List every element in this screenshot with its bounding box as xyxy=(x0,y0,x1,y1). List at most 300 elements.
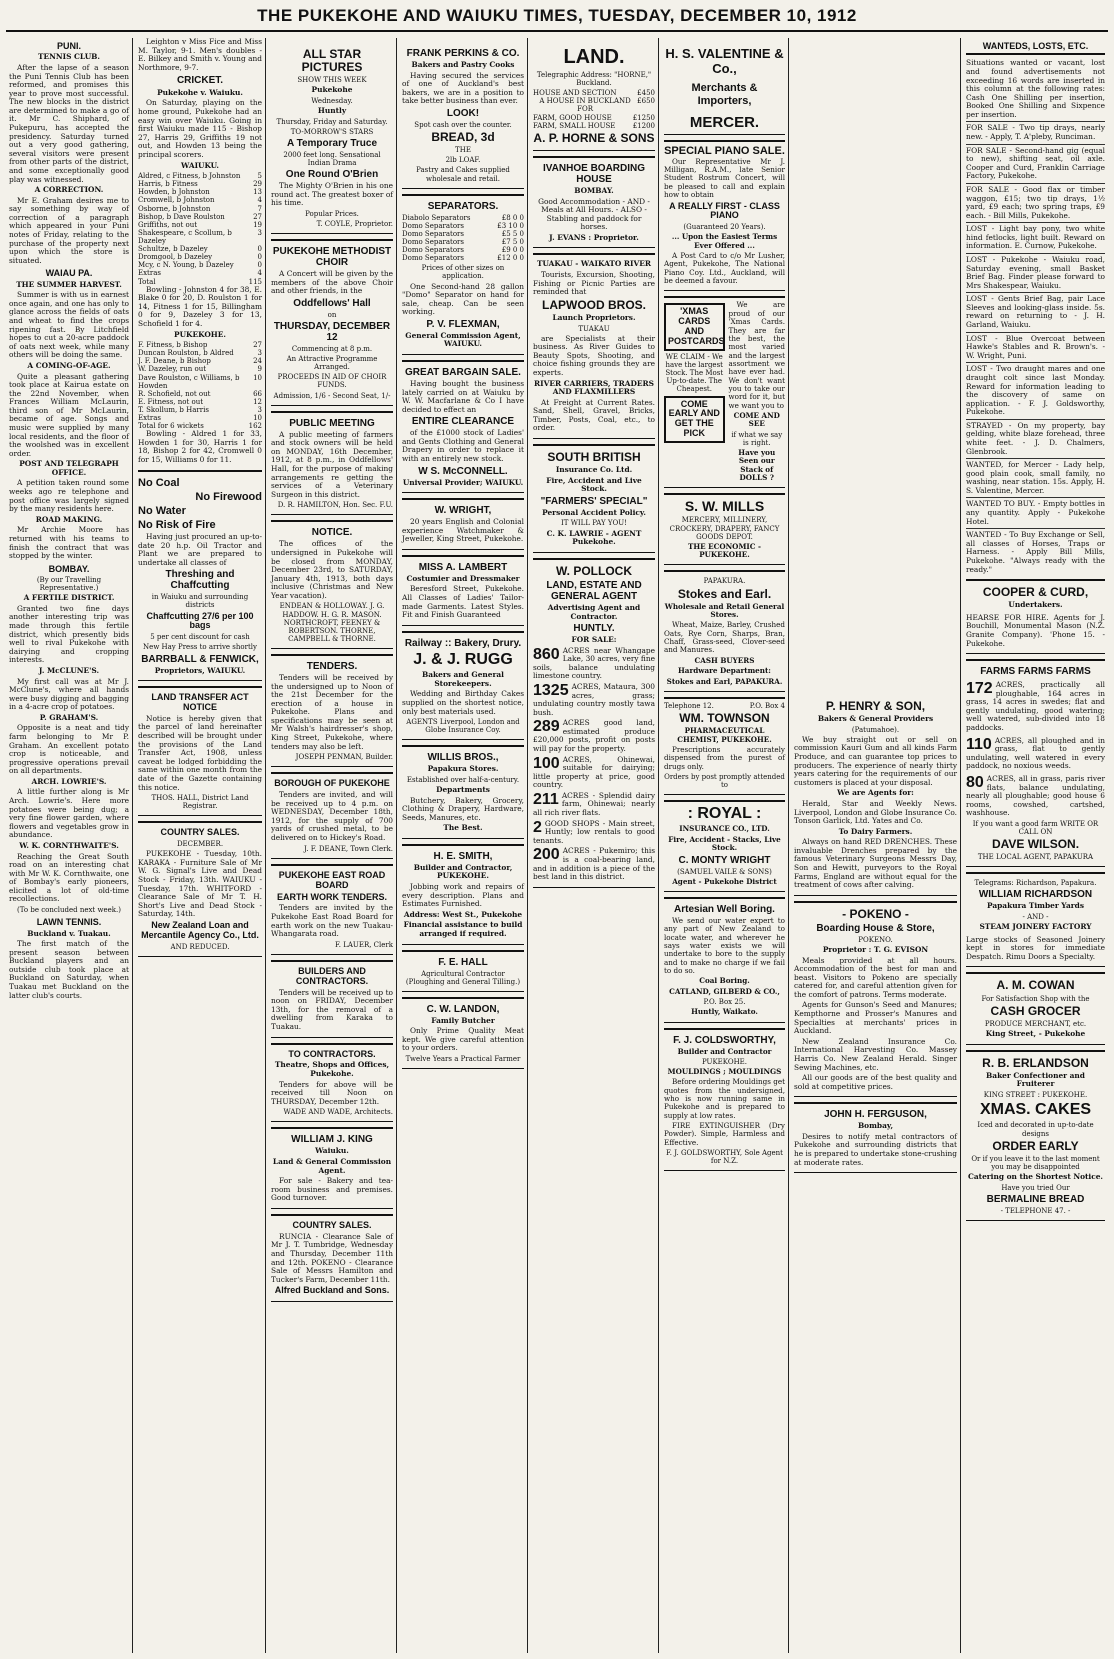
row-label: E. Fitness, not out xyxy=(138,397,204,406)
bread-price: BREAD, 3d xyxy=(431,130,495,144)
row-value: £12 0 0 xyxy=(497,254,524,263)
sub-heading: ROAD MAKING. xyxy=(35,514,103,524)
row-label: Griffiths, not out xyxy=(138,220,198,229)
row-label: Domo Separators xyxy=(402,237,464,246)
advert-text: Wednesday. xyxy=(311,97,353,106)
advert-line: No Water xyxy=(138,504,186,517)
list-row xyxy=(138,398,262,406)
listing-number: 289 xyxy=(533,718,560,736)
column-6-adverts xyxy=(661,38,788,1653)
road-board-notice xyxy=(271,864,393,955)
classified-ads xyxy=(966,121,1105,574)
list-row xyxy=(138,365,262,373)
row-label: F. Fitness, b Bishop xyxy=(138,341,208,350)
advertiser-name: WILLIAM RICHARDSON xyxy=(978,889,1093,901)
advert-town: TUAKAU xyxy=(578,324,610,333)
notice-signature: WADE AND WADE, Architects. xyxy=(283,1108,393,1117)
farm-sale-list xyxy=(533,647,655,882)
list-row xyxy=(138,374,262,390)
advert-sub: Agent - Pukekohe District xyxy=(672,876,777,886)
sub-heading: Buckland v. Tuakau. xyxy=(27,928,111,938)
advert-text: Meals provided at all hours. Accommodation of the best for man and beast. Visitors to Pokeno are specially catered for, and careful attention given for the comfort of patrons. Terms moderate. xyxy=(794,955,957,999)
sub-heading: A COMING-OF-AGE. xyxy=(27,360,111,370)
row-label: Domo Separators xyxy=(402,229,464,238)
advert-text: in Waiuku and surrounding districts xyxy=(151,593,249,610)
advert-sub: We are Agents for: xyxy=(837,788,914,798)
advert-text: We are proud of our 'Xmas Cards. They are far the best, the most varied and the largest assortment we have ever had. We don't want you to take our word for it, but we want you to xyxy=(728,300,785,410)
advert-sub: Personal Accident Policy. xyxy=(542,507,646,517)
advert-text: New Zealand Insurance Co. International Harvesting Co. Massey Harris Co. New Zealand Herald. Singer Sewing Machines, etc. xyxy=(794,1036,957,1072)
advert-signature: C. K. LAWRIE - AGENT Pukekohe. xyxy=(546,528,642,547)
farms-advert xyxy=(966,659,1105,867)
advert-text: Pastry and Cakes supplied wholesale and retail. xyxy=(416,166,510,183)
sub-heading: W. K. CORNTHWAITE'S. xyxy=(19,840,119,850)
column-4-adverts xyxy=(399,38,527,1653)
advert-text: WE CLAIM - We have the largest Stock. The Most Up-to-date. The Cheapest. xyxy=(665,353,724,394)
listing-text: ACRES, Mataura, 300 acres, grass; undulating country mostly tawa bush. xyxy=(533,681,655,717)
row-label: Domo Separators xyxy=(402,254,464,263)
listing-text: ACRES, practically all ploughable, 164 acres in grass, 14 acres in swedes; flat and gently undulating, good watering; well watered, sub-divided into 18 paddocks. xyxy=(966,680,1105,733)
advert-town: Huntly xyxy=(317,106,347,116)
row-value: £3 10 0 xyxy=(497,221,524,230)
row-label: Extras xyxy=(138,269,161,278)
advert-heading: XMAS. CAKES xyxy=(979,1101,1092,1119)
list-row xyxy=(138,172,262,180)
classified-ad: LOST - Two draught mares and one draught colt since last Monday. Reward for information leading to the discovery of same on application. - F. J. Goldsworthy, Pukekohe. xyxy=(966,364,1105,417)
advert-text: if what we say is right. xyxy=(731,430,783,447)
notice-heading: EARTH WORK TENDERS. xyxy=(277,891,387,902)
row-label: Cromwell, b Johnston xyxy=(138,196,215,205)
row-label: W. Dazeley, run out xyxy=(138,365,207,374)
event-date: THURSDAY, DECEMBER 12 xyxy=(273,320,391,343)
advertiser-sub: Proprietors, WAIUKU. xyxy=(154,665,246,675)
masthead-title: THE PUKEKOHE AND WAIUKU TIMES, TUESDAY, DECEMBER 10, 1912 xyxy=(257,6,857,25)
advertiser-name: Alfred Buckland and Sons. xyxy=(274,1285,390,1296)
listing-text: ACRES, all ploughed and in grass, flat to gently undulating, well watered in every paddock, no noxious weeds. xyxy=(966,735,1105,771)
notice-heading: NOTICE. xyxy=(311,527,353,539)
listing-number: 211 xyxy=(533,790,559,808)
list-row xyxy=(138,390,262,398)
advertiser-name: JOHN H. FERGUSON, xyxy=(824,1109,927,1121)
row-label: Diabolo Separators xyxy=(402,213,471,222)
classified-ad: STRAYED - On my property, bay gelding, white blaze forehead, three white feet. - J. D. Chalmers, Glenbrook. xyxy=(966,420,1105,456)
advertiser-name: H. S. VALENTINE & Co., xyxy=(665,46,784,77)
advert-heading: "FARMERS' SPECIAL" xyxy=(540,495,648,507)
notice-text: Tenders are invited, and will be received up to 4 p.m. on WEDNESDAY, December 18th, 1912, for the supply of 700 yards of crushed metal, to be delivered on to Hickey's Road. xyxy=(271,790,393,843)
landon-advert xyxy=(402,997,524,1069)
advert-text: Jobbing work and repairs of every description. Plans and Estimates Furnished. xyxy=(402,882,524,909)
advert-text: Popular Prices. xyxy=(305,209,359,218)
sub-heading: TENNIS CLUB. xyxy=(38,52,100,62)
country-sales-2 xyxy=(271,1214,393,1302)
masthead xyxy=(6,2,1108,32)
list-row xyxy=(402,254,524,262)
advert-text: At Freight at Current Rates. Sand, Shell, Gravel, Bricks, Timber, Posts, Coal, etc., to order. xyxy=(533,397,655,433)
advert-sub: Builder and Contractor, PUKEKOHE. xyxy=(413,862,513,881)
classified-ad: WANTED TO BUY. - Empty bottles in any quantity. Apply - Pukekohe Hotel. xyxy=(966,499,1105,526)
advert-heading: ALL STAR PICTURES xyxy=(301,47,363,75)
row-label: Harris, b Fitness xyxy=(138,180,198,189)
sub-heading: THE SUMMER HARVEST. xyxy=(16,279,122,289)
contact-line xyxy=(664,702,785,710)
notice-heading: PUBLIC MEETING xyxy=(289,417,375,429)
row-label: Dromgool, b Dazeley xyxy=(138,253,213,262)
notice-heading: PUKEKOHE EAST ROAD BOARD xyxy=(278,869,386,890)
notice-signature: THOS. HALL, District Land Registrar. xyxy=(151,794,249,811)
row-value: 19 xyxy=(253,220,262,229)
column-rule xyxy=(265,38,266,1653)
listing-item xyxy=(533,683,655,717)
advert-sub: Insurance Co. Ltd. xyxy=(555,465,633,475)
notice-sub: Theatre, Shops and Offices, Pukekohe. xyxy=(274,1060,390,1078)
listing-number: 200 xyxy=(533,846,560,864)
listing-number: 1325 xyxy=(533,681,569,699)
townson-advert xyxy=(664,697,785,795)
venue: Oddfellows' Hall xyxy=(293,297,371,309)
advert-sub: Universal Provider; WAIUKU. xyxy=(402,477,524,487)
row-label: Howden, b Johnston xyxy=(138,188,210,197)
list-row xyxy=(402,246,524,254)
row-value: 9 xyxy=(257,365,262,374)
row-value: 13 xyxy=(253,188,262,197)
advert-sub: Builder and Contractor xyxy=(677,1046,772,1056)
advert-text: 2lb LOAF. xyxy=(445,156,481,165)
advert-heading: TUAKAU - WAIKATO RIVER xyxy=(536,259,652,269)
row-value: 4 xyxy=(257,196,262,205)
row-label: Mcy, c N. Young, b Dazeley xyxy=(138,261,234,270)
advert-text: are Specialists at their business. As River Guides to Beauty Spots, Shooting, and choice fishing grounds they are experts. xyxy=(533,333,655,377)
po-box: P.O. Box 4 xyxy=(749,701,785,710)
advertiser-name: C. W. LANDON, xyxy=(426,1003,500,1015)
advertiser-name: WM. TOWNSON xyxy=(679,710,770,725)
listing-item xyxy=(533,719,655,753)
advert-line: No Firewood xyxy=(195,490,262,503)
total-value: 162 xyxy=(248,422,262,431)
row-label: Domo Separators xyxy=(402,246,464,255)
list-row xyxy=(138,188,262,196)
advertiser-name: H. E. SMITH, xyxy=(433,850,493,862)
willis-advert xyxy=(402,745,524,839)
advert-text: MERCERY, MILLINERY, CROCKERY, DRAPERY, FANCY GOODS DEPOT. xyxy=(669,516,780,541)
advert-sub: Departments xyxy=(436,784,490,794)
column-rule xyxy=(396,38,397,1653)
column-rule xyxy=(788,38,789,1653)
advert-text: THE xyxy=(455,146,471,155)
advert-sub: INSURANCE CO., LTD. xyxy=(679,824,770,834)
advert-sub: The Best. xyxy=(443,823,483,833)
advert-heading: LAND. xyxy=(563,46,625,68)
sub-heading: A CORRECTION. xyxy=(34,185,104,195)
notice-signature: JOSEPH PENMAN, Builder. xyxy=(295,753,393,762)
advert-text: Or if you leave it to the last moment you may be disappointed xyxy=(971,1154,1100,1171)
advert-text: P.O. Box 25. xyxy=(703,998,746,1007)
article-text: A petition taken round some weeks ago re telephone and post office was largely signed by the many residents here. xyxy=(9,478,129,514)
section-heading: PUNI. xyxy=(56,41,81,51)
advert-heading: 'XMAS CARDS AND POSTCARDS xyxy=(664,303,725,351)
lambert-advert xyxy=(402,555,524,626)
advert-text: PROCEEDS IN AID OF CHOIR FUNDS. xyxy=(277,373,387,390)
list-row xyxy=(138,245,262,253)
article-text: The first match of the present season between Buckland players and an outside club took place at Buckland on Saturday, when Tuakau met Buckland on the latter club's courts. xyxy=(9,939,129,1000)
row-value: £1200 xyxy=(632,121,655,130)
hall-advert xyxy=(402,950,524,992)
advert-sub: Coal Boring. xyxy=(699,976,750,986)
advert-sub: FOR SALE: xyxy=(571,635,617,645)
advert-text: Wheat, Maize, Barley, Crushed Oats, Rye Corn, Sharps, Bran, Chaff, Grass-seed, Clover-seed and Manures. xyxy=(664,620,785,655)
advert-sub: Launch Proprietors. xyxy=(552,312,636,322)
advert-text: TO-MORROW'S STARS xyxy=(290,127,374,136)
advertiser-name: LAPWOOD BROS. xyxy=(542,297,646,312)
notice-text: Tenders will be received up to noon on FRIDAY, December 13th, for the removal of a dwelling from Karaka to Tuakau. xyxy=(271,987,393,1031)
list-row xyxy=(138,406,262,414)
advert-text: Our Representative Mr J. Milligan, R.A.M., late Senior Student Rostrum Concert, will be pleased to call and explain how to obtain xyxy=(664,156,785,200)
advert-highlight: A REALLY FIRST - CLASS PIANO xyxy=(669,200,780,221)
notice-heading: BOROUGH OF PUKEKOHE xyxy=(274,778,390,789)
advert-text: (Guaranteed 20 Years). xyxy=(683,223,766,232)
notice-heading: BUILDERS AND CONTRACTORS. xyxy=(295,965,369,986)
advert-town: Bombay, xyxy=(857,1121,894,1131)
row-value: 10 xyxy=(253,373,262,382)
advert-heading: CASH GROCER xyxy=(990,1003,1081,1018)
article-text: Granted two fine days another interesting trip was made through this fertile district, which presently bids well to rival Pukekohe with dairying and cropping interests. xyxy=(9,603,129,665)
classified-intro: Situations wanted or vacant, lost and found advertisements not exceeding 16 words are inserted in this column at the following rates: Cash One Shilling per insertion, Booked One Shilling and Sixpence per insertion. xyxy=(966,58,1105,119)
advert-sub: THE ECONOMIC - PUKEKOHE. xyxy=(688,541,761,560)
advert-sub: Fire, Accident - Stacks, Live Stock. xyxy=(668,834,781,853)
listing-text: ACRES - Pukemiro; this is a coal-bearing land, and in addition is a piece of the best land in this district. xyxy=(533,846,655,882)
advert-text: (SAMUEL VAILE & SONS) xyxy=(677,867,772,876)
advert-text: ... Upon the Easiest Terms Ever Offered ... xyxy=(671,232,778,250)
south-british-advert xyxy=(533,444,655,553)
listing-number: 110 xyxy=(966,735,992,753)
advert-text: of the £1000 stock of Ladies' and Gents Clothing and General Drapery in order to replace it with an entirely new stock. xyxy=(402,428,524,464)
notice-text: Tenders will be received by the undersigned up to Noon of the 21st December for the erection of a house in Pukekohe. Plans and specifications may be seen at Mr Walsh's hairdresser's shop, King Street, Pukekohe, where tenders may also be left. xyxy=(271,672,393,751)
cowan-advert xyxy=(966,972,1105,1044)
row-value: 3 xyxy=(257,349,262,358)
section-heading: WAIAU PA. xyxy=(45,268,93,279)
choir-advert xyxy=(271,239,393,406)
advert-sub: Fire, Accident and Live Stock. xyxy=(546,475,642,494)
separators-advert xyxy=(402,194,524,355)
sub-heading: PUKEKOHE. xyxy=(174,329,226,339)
listing-item xyxy=(966,773,1105,818)
advert-text: A Concert will be given by the members of the above Choir and other friends, in the xyxy=(271,269,393,296)
stokes-advert xyxy=(664,570,785,691)
row-label: HOUSE AND SECTION xyxy=(533,89,617,98)
listing-text: ACRES - Splendid dairy farm, Ohinewai; nearly all rich river flats. xyxy=(533,790,655,818)
row-label: Schultze, b Dazeley xyxy=(138,245,208,254)
advertiser-name: P. V. FLEXMAN, xyxy=(426,318,500,330)
list-row xyxy=(138,180,262,188)
section-heading: WANTEDS, LOSTS, ETC. xyxy=(966,41,1105,55)
advert-text: All our goods are of the best quality and sold at competitive prices. xyxy=(794,1073,957,1091)
classified-ad: WANTED - To Buy Exchange or Sell, all classes of Horses, Traps or Harness. - Apply Bill Mills, Pukekohe. "Always ready with the ready." xyxy=(966,530,1105,574)
advert-text: We send our water expert to any part of New Zealand to locate water, and wherever he says water exists we will undertake to bore to the supply and to make no charge if we fail to do so. xyxy=(664,915,785,976)
article-text: My first call was at Mr J. McClune's, where all hands were busy digging and bagging in a 4-acre crop of potatoes. xyxy=(9,676,129,712)
sub-heading: J. McCLUNE'S. xyxy=(38,665,100,675)
list-row xyxy=(138,196,262,204)
advert-heading: ENTIRE CLEARANCE xyxy=(411,416,515,428)
advert-sub: RIVER CARRIERS, TRADERS AND FLAXMILLERS xyxy=(534,378,654,397)
advert-text: Prescriptions accurately dispensed from the purest of drugs only. xyxy=(664,744,785,771)
classified-ad: WANTED, for Mercer - Lady help, good plain cook, small family, no washing, near station. 15s. Apply, H. S. Valentine, Mercer. xyxy=(966,460,1105,495)
advertiser-name: J. & J. RUGG xyxy=(413,650,513,668)
advertiser-name: P. HENRY & SON, xyxy=(825,699,926,713)
advert-highlight: COME AND SEE xyxy=(733,410,780,429)
advert-text: on xyxy=(327,310,337,319)
advert-sub: Financial assistance to build arranged if required. xyxy=(403,920,523,938)
month: DECEMBER. xyxy=(176,840,224,849)
advert-heading: Threshing and Chaffcutting xyxy=(165,569,235,592)
advert-text: Telegrams: Richardson, Papakura. xyxy=(974,879,1097,888)
advert-signature: F. J. GOLDSWORTHY, Sole Agent for N.Z. xyxy=(666,1149,783,1166)
listing-number: 80 xyxy=(966,773,984,791)
advertiser-name: F. E. HALL xyxy=(438,956,488,968)
article-text: Mr Archie Moore has returned with his teams to finish the contract that was stopped by the winter. xyxy=(9,525,129,561)
advertiser-name: W S. McCONNELL. xyxy=(418,465,508,477)
advert-text: Have you tried Our xyxy=(1001,1183,1070,1192)
listing-text: ACRES good land, estimated produce £20,000 posts, profit on posts will pay for the property. xyxy=(533,718,655,754)
notice-text: Notice is hereby given that the parcel of land hereinafter described will be brought under the provisions of the Land Transfer Act, 1908, unless caveat be lodged forbidding the same within one month from the date of the Gazette containing this notice. xyxy=(138,713,262,792)
row-value: 24 xyxy=(253,357,262,366)
advert-text: Having secured the services of one of Auckland's best bakers, we are in a position to take better business than ever. xyxy=(402,70,524,106)
row-label: Osborne, b Johnston xyxy=(138,204,211,213)
advert-sub: Bakers & General Providers xyxy=(817,714,934,724)
listing-text: ACRES, all in grass, paris river flats, balance undulating, nearly all ploughable; good house 6 rooms, cowshed, cartshed, washhouse. xyxy=(966,773,1105,818)
advert-sub: Advertising Agent and Contractor. xyxy=(547,602,641,621)
sales-text: PUKEKOHE - Tuesday, 10th. KARAKA - Furniture Sale of Mr W. G. Signal's Live and Dead Stock - Friday, 13th. WAIUKU - Tuesday, 17th. WHITFORD - Clearance Sale of Mr T. H. Short's Live and Dead Stock - Saturday, 14th. xyxy=(138,849,262,919)
advert-text: Twelve Years a Practical Farmer xyxy=(405,1055,521,1064)
ferguson-advert xyxy=(794,1102,957,1173)
advert-sub: CASH BUYERS xyxy=(694,655,755,665)
advert-text: - AND - xyxy=(1022,913,1049,922)
advert-text: One Second-hand 28 gallon "Domo" Separator on hand for sale, cheap. Can be seen working. xyxy=(402,281,524,317)
meeting-notice xyxy=(271,411,393,516)
article-text: Summer is with us in earnest once again, and one has only to glance across the fields of oats and wheat to find the crops ripening fast. By Litchfield hopes to cut a 20-acre paddock of oats next week, while many others will be doing the same. xyxy=(9,290,129,360)
advert-town: POKENO. xyxy=(858,935,893,944)
column-rule xyxy=(960,38,961,1653)
notice-signature: J. F. DEANE, Town Clerk. xyxy=(303,844,393,853)
advert-text: Iced and decorated in up-to-date designs xyxy=(977,1121,1094,1138)
advert-heading: GREAT BARGAIN SALE. xyxy=(405,366,521,378)
valentine-advert xyxy=(664,43,785,135)
advert-town: MERCER. xyxy=(689,113,760,131)
threshing-advert xyxy=(138,470,262,681)
advert-heading: BERMALINE BREAD xyxy=(986,1193,1085,1205)
row-label: J. F. Deane, b Bishop xyxy=(138,357,211,366)
advert-text: Herald, Star and Weekly News. Liverpool, London and Globe Insurance Co. Tonson Garlick, Ltd. Yates and Co. xyxy=(794,798,957,826)
advertiser-name: New Zealand Loan and Mercantile Agency Co., Ltd. xyxy=(141,919,259,940)
country-sales xyxy=(138,821,262,957)
advert-price: Chaffcutting 27/6 per 100 bags xyxy=(146,610,254,631)
advert-text: Prices of other sizes on application. xyxy=(421,264,505,281)
list-row xyxy=(138,253,262,261)
advert-town: Pukekohe xyxy=(311,85,353,95)
row-label: R. Schofield, not out xyxy=(138,389,211,398)
advert-text: Commencing at 8 p.m. xyxy=(291,344,373,353)
lapwood-advert xyxy=(533,253,655,439)
advert-sub: STEAM JOINERY FACTORY xyxy=(979,922,1092,932)
notice-text: Tenders for above will be received till Noon on THURSDAY, December 12th. xyxy=(271,1079,393,1106)
list-row xyxy=(138,349,262,357)
row-value: £8 0 0 xyxy=(501,213,524,222)
advert-town: BOMBAY. xyxy=(574,185,614,195)
advert-sub: Merchants & Importers, xyxy=(691,82,758,107)
advertiser-name: WILLIS BROS., xyxy=(427,752,499,764)
row-value: 10 xyxy=(253,414,262,423)
sub-heading: POST AND TELEGRAPH OFFICE. xyxy=(19,459,119,477)
advert-highlight: ORDER EARLY xyxy=(992,1138,1079,1153)
advert-text: New Hay Press to arrive shortly xyxy=(143,643,257,652)
advert-text: Agents for Gunson's Seed and Manures; Kempthorne and Prosser's Manures and Specialties at merchants' prices in Auckland. xyxy=(794,1000,957,1036)
land-transfer-notice xyxy=(138,686,262,816)
xmas-cards-advert xyxy=(664,296,785,488)
advertiser-name: SOUTH BRITISH xyxy=(547,449,641,464)
classified-ad: FOR SALE - Two tip drays, nearly new. - Apply, T. A'pleby, Runciman. xyxy=(966,123,1105,142)
advertiser-name: COOPER & CURD, xyxy=(982,585,1089,600)
cooper-advert xyxy=(966,579,1105,654)
richardson-advert xyxy=(966,872,1105,967)
column-8-classifieds xyxy=(963,38,1108,1653)
advert-text: For Satisfaction Shop with the xyxy=(981,994,1090,1003)
classified-ad: LOST - Light bay pony, two white hind fetlocks, light built. Reward on information. E. Curnow, Pukekohe. xyxy=(966,224,1105,251)
advert-text: Having bought the business lately carried on at Waiuku by W. W. Macfarlane & Co I have decided to effect an xyxy=(402,378,524,414)
listing-number: 2 xyxy=(533,818,542,836)
section-heading: COUNTRY SALES. xyxy=(160,827,240,838)
list-row xyxy=(533,89,655,97)
advert-line: No Risk of Fire xyxy=(138,518,216,531)
advert-signature: T. COYLE, Proprietor. xyxy=(316,220,393,229)
advert-text: Desires to notify metal contractors of Pukekohe and surrounding districts that he is prepared to undertake stone-crushing at moderate rates. xyxy=(794,1131,957,1167)
list-row xyxy=(138,414,262,422)
sub-heading: P. GRAHAM'S. xyxy=(39,712,99,722)
list-row xyxy=(138,357,262,365)
advert-text: PRODUCE MERCHANT, etc. xyxy=(984,1019,1087,1028)
advert-text: Orders by post promptly attended to xyxy=(664,772,785,789)
row-label: T. Skollum, b Harris xyxy=(138,405,209,414)
row-value: 4 xyxy=(257,269,262,278)
row-value: 27 xyxy=(253,341,262,350)
advert-text: SHOW THIS WEEK xyxy=(297,76,367,85)
advert-sub: Papakura Stores. xyxy=(427,764,499,774)
mills-advert xyxy=(664,493,785,565)
film-title: A Temporary Truce xyxy=(286,137,378,149)
advert-highlight: Have you Seen our Stack of DOLLS ? xyxy=(738,447,776,482)
notice-signature: D. R. HAMILTON, Hon. Sec. F.U. xyxy=(277,501,393,510)
sub-heading: A FERTILE DISTRICT. xyxy=(23,593,115,603)
article-text: After the lapse of a season the Puni Tennis Club has been reformed, and promises this year to prove most successful. The new blocks in the district are determined to make a go of it. Mr C. Shiphard, of Pukepuru, has accepted the presidency. Saturday turned out a very good gathering, several visitors were present from other parts of the district, and some exceptionally good play was witnessed. xyxy=(9,63,129,184)
advert-text: Good Accommodation - AND - Meals at All Hours. - ALSO - Stabling and paddock for horses. xyxy=(538,196,650,232)
advert-sub: Papakura Timber Yards xyxy=(986,901,1085,911)
advert-text: - TELEPHONE 47. - xyxy=(1000,1206,1071,1215)
listing-item xyxy=(966,735,1105,771)
perkins-advert xyxy=(402,43,524,189)
henry-advert xyxy=(794,695,957,896)
piano-advert xyxy=(664,140,785,291)
advert-text: HEARSE FOR HIRE. Agents for J. Bouchill, Monumental Mason (N.Z. Granite Company). 'Phone 15. - Pukekohe. xyxy=(966,612,1105,648)
article-text: Opposite is a neat and tidy farm belonging to Mr P. Graham. An excellent potato crop is noticeable, and progressive operations prevail on all departments. xyxy=(9,723,129,776)
advert-sub: Costumier and Dressmaker xyxy=(406,573,520,583)
advert-sub: Undertakers. xyxy=(1008,600,1063,610)
list-row xyxy=(533,97,655,113)
classified-ad: LOST - Blue Overcoat between Hawke's Stables and R. Brown's. - W. Wright, Puni. xyxy=(966,333,1105,360)
notice-heading: TENDERS. xyxy=(306,660,358,672)
sales-text: RUNCIA - Clearance Sale of Mr J. T. Tumbridge, Wednesday and Thursday, December 11th and 12th. POKENO - Clearance Sale of Messrs Hamilton and Tucker's Farm, December 11th. xyxy=(271,1231,393,1284)
scorecard-pukekohe xyxy=(138,341,262,422)
row-value: 0 xyxy=(257,245,262,254)
advertiser-name: IVANHOE BOARDING HOUSE xyxy=(542,162,646,185)
advert-line: No Coal xyxy=(138,476,180,489)
advertiser-name: A. P. HORNE & SONS xyxy=(533,130,655,145)
